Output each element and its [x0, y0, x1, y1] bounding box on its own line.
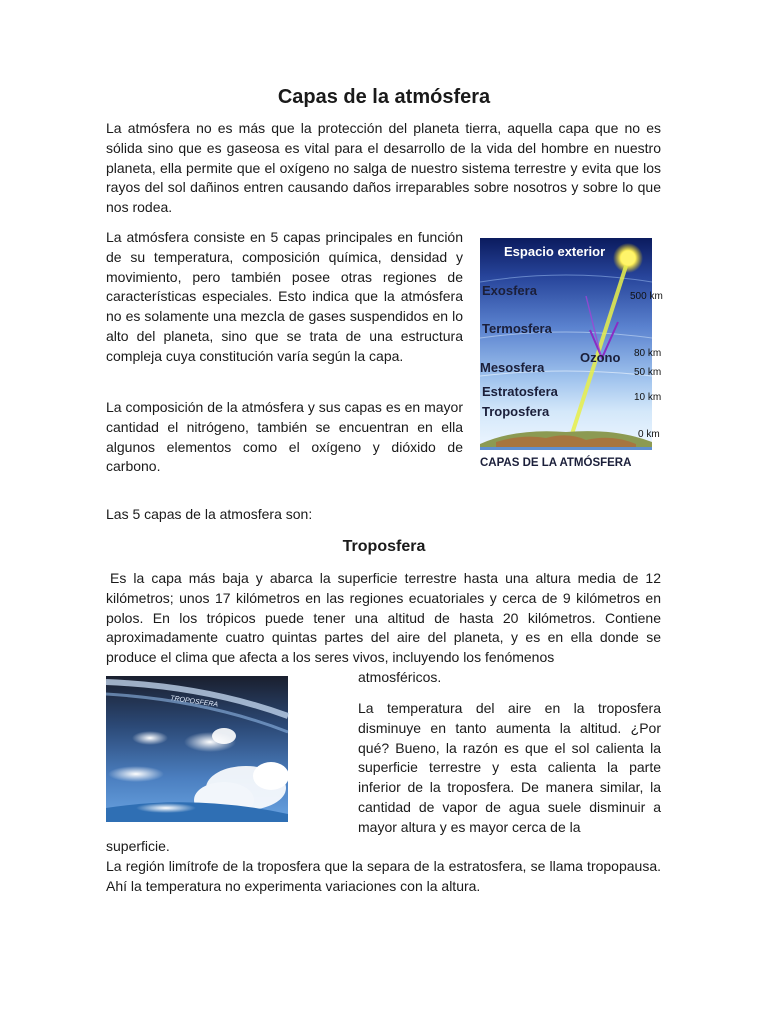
diagram-label-mesosfera: Mesosfera: [480, 360, 545, 375]
diagram-caption: CAPAS DE LA ATMÓSFERA: [480, 457, 632, 469]
five-layers-line: Las 5 capas de la atmosfera son:: [106, 506, 313, 522]
troposphere-photo: [106, 676, 288, 822]
layers-paragraph: La atmósfera consiste en 5 capas principales en función de su temperatura, composición química, densidad y movimiento, pero también posee otras regiones de características especiales. Esto indica que la atmósfera no es solamente una mezcla de gases suspendidos en lo alto del planeta, sino que se trata de una estructura compleja cuya constitución varía según la capa.: [106, 229, 463, 364]
troposfera-paragraph-2-end: superficie.: [106, 838, 170, 854]
intro-paragraph: La atmósfera no es más que la protección del planeta tierra, aquella capa que no es sólida sino que es gaseosa es vital para el desarrollo de la vida del hombre en nuestro planeta, ella permite que el oxígeno no salga de nuestro sistema terrestre y evita que los rayos del sol dañinos entren causando daños irreparables sobre nosotros y sobre lo que nos rodea.: [106, 120, 661, 216]
diagram-km-500: 500 km: [630, 291, 663, 302]
diagram-label-troposfera: Troposfera: [482, 404, 550, 419]
photo-label: TROPOSFERA: [169, 695, 219, 709]
section-title-troposfera: Troposfera: [342, 538, 426, 555]
troposfera-paragraph-3: La región limítrofe de la troposfera que la separa de la estratosfera, se llama tropopausa. Ahí la temperatura no experimenta variaciones con la altura.: [106, 858, 661, 894]
diagram-label-space: Espacio exterior: [504, 244, 606, 259]
diagram-label-termosfera: Termosfera: [482, 321, 552, 336]
atmosphere-layers-diagram: [476, 238, 663, 472]
troposfera-paragraph-2: La temperatura del aire en la troposfera disminuye en tanto aumenta la altitud. ¿Por qué? Bueno, la razón es que el sol calienta la superficie terrestre y esta calienta la parte inferior de la troposfera. De manera similar, la cantidad de vapor de agua suele disminuir a mayor altura y es mayor cerca de la: [358, 700, 661, 835]
diagram-km-80: 80 km: [634, 348, 662, 359]
diagram-label-exosfera: Exosfera: [482, 283, 537, 298]
diagram-km-50: 50 km: [634, 367, 662, 378]
diagram-label-estratosfera: Estratosfera: [482, 384, 558, 399]
diagram-km-0: 0 km: [638, 429, 660, 440]
diagram-label-ozono: Ozono: [580, 350, 621, 365]
troposfera-paragraph-1: Es la capa más baja y abarca la superficie terrestre hasta una altura media de 12 kilómetros; unos 17 kilómetros en las regiones ecuatoriales y cerca de 9 kilómetros en polos. En los trópicos puede tener una altitud de hasta 20 kilómetros. Contiene aproximadamente cuatro quintas partes del aire del planeta, y es en ella donde se produce el clima que afecta a los seres vivos, incluyendo los fenómenos: [106, 570, 661, 666]
diagram-km-10: 10 km: [634, 392, 662, 403]
troposfera-paragraph-1-end: atmosféricos.: [358, 669, 442, 685]
composition-paragraph: La composición de la atmósfera y sus capas es en mayor cantidad el nitrógeno, también se encuentran en ella algunos elementos como el oxígeno y dióxido de carbono.: [106, 399, 463, 475]
page-title: Capas de la atmósfera: [277, 86, 491, 108]
